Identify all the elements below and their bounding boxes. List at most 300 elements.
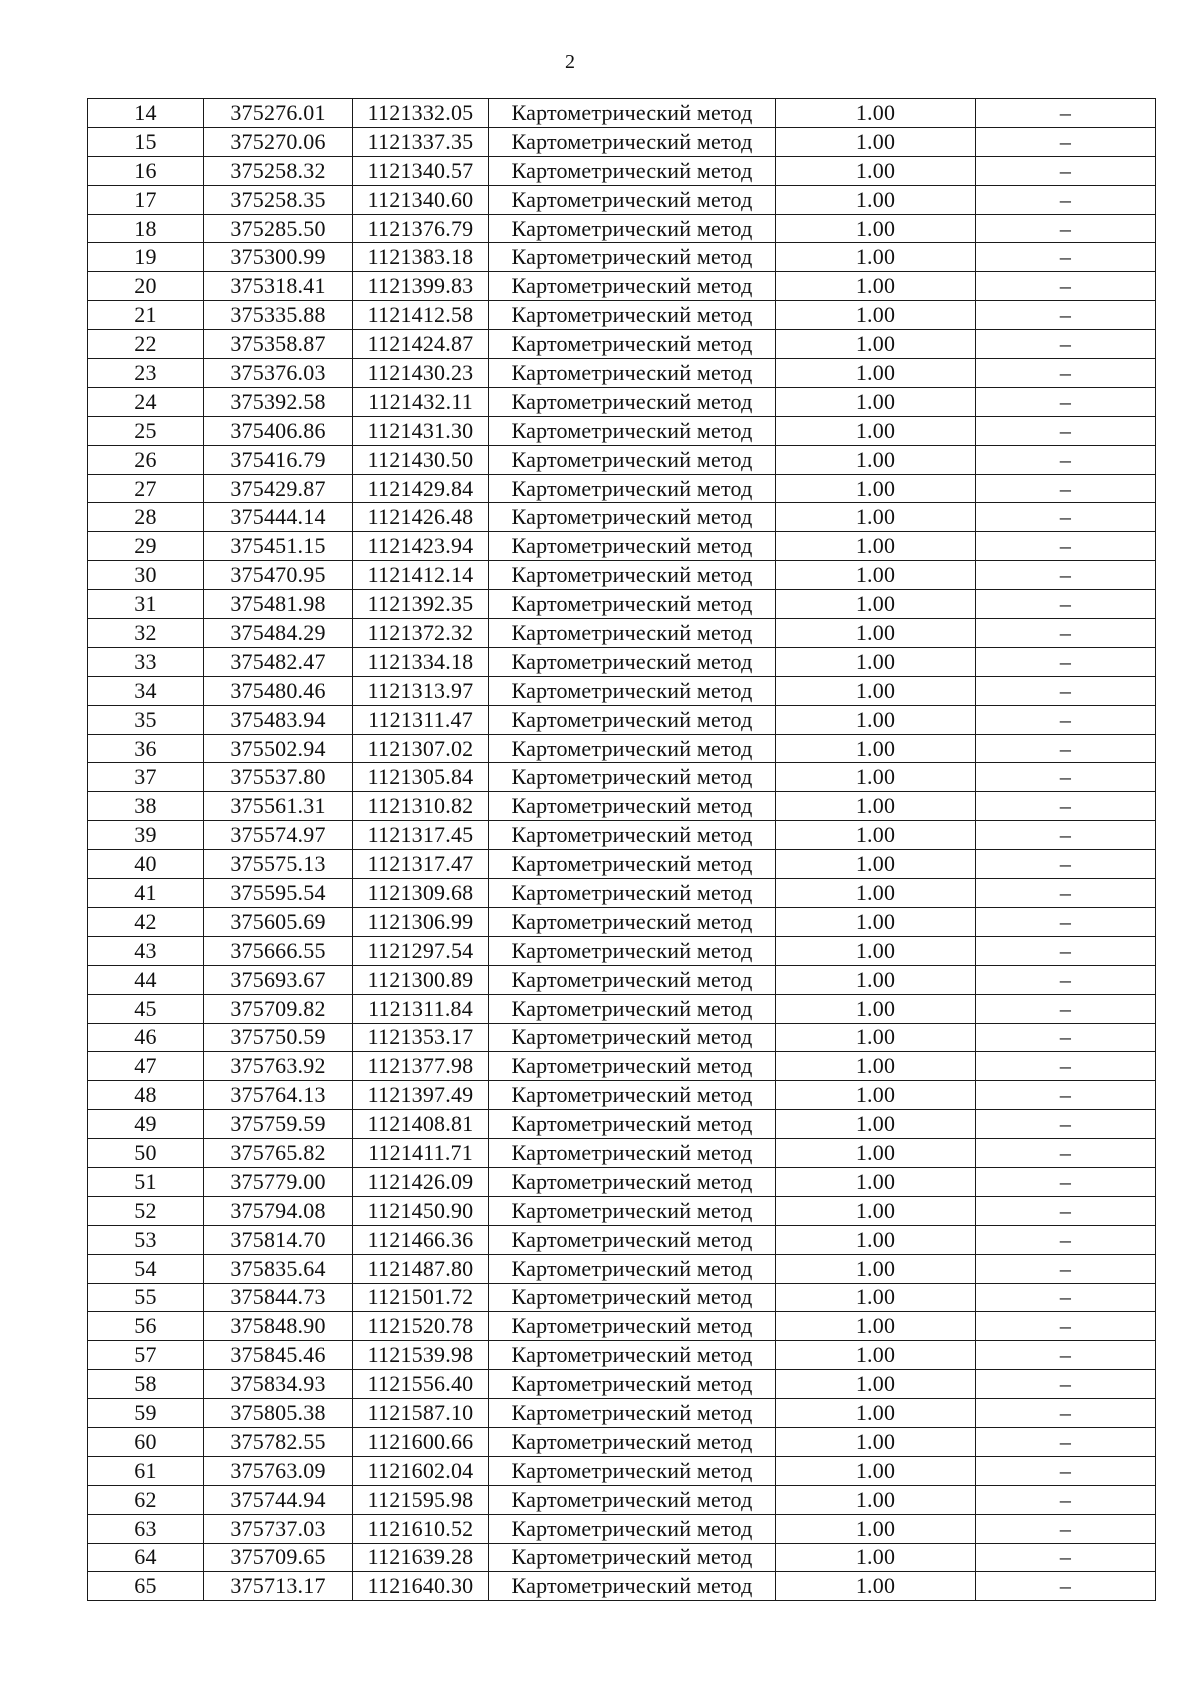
description-cell: – [976, 647, 1156, 676]
y-coordinate-cell: 1121340.57 [353, 156, 489, 185]
accuracy-cell: 1.00 [776, 185, 976, 214]
description-cell: – [976, 1023, 1156, 1052]
table-row [88, 1052, 1156, 1081]
accuracy-cell: 1.00 [776, 850, 976, 879]
y-coordinate-cell: 1121600.66 [353, 1427, 489, 1456]
table-row [88, 1254, 1156, 1283]
x-coordinate-cell: 375779.00 [204, 1167, 353, 1196]
x-coordinate-cell: 375794.08 [204, 1196, 353, 1225]
table-row [88, 1110, 1156, 1139]
description-cell: – [976, 965, 1156, 994]
table-row [88, 1225, 1156, 1254]
description-cell: – [976, 243, 1156, 272]
x-coordinate-cell: 375805.38 [204, 1399, 353, 1428]
y-coordinate-cell: 1121311.47 [353, 705, 489, 734]
method-cell: Картометрический метод [489, 792, 776, 821]
point-number-cell: 61 [88, 1456, 204, 1485]
description-cell: – [976, 705, 1156, 734]
description-cell: – [976, 1572, 1156, 1601]
table-row [88, 994, 1156, 1023]
y-coordinate-cell: 1121556.40 [353, 1370, 489, 1399]
y-coordinate-cell: 1121317.47 [353, 850, 489, 879]
point-number-cell: 40 [88, 850, 204, 879]
description-cell: – [976, 272, 1156, 301]
method-cell: Картометрический метод [489, 1427, 776, 1456]
description-cell: – [976, 879, 1156, 908]
table-row [88, 792, 1156, 821]
table-row [88, 301, 1156, 330]
table-row [88, 185, 1156, 214]
x-coordinate-cell: 375470.95 [204, 561, 353, 590]
method-cell: Картометрический метод [489, 1543, 776, 1572]
accuracy-cell: 1.00 [776, 965, 976, 994]
point-number-cell: 65 [88, 1572, 204, 1601]
y-coordinate-cell: 1121313.97 [353, 676, 489, 705]
accuracy-cell: 1.00 [776, 821, 976, 850]
table-row [88, 1139, 1156, 1168]
coordinates-table [87, 98, 1156, 1601]
accuracy-cell: 1.00 [776, 1427, 976, 1456]
y-coordinate-cell: 1121340.60 [353, 185, 489, 214]
point-number-cell: 57 [88, 1341, 204, 1370]
y-coordinate-cell: 1121429.84 [353, 474, 489, 503]
method-cell: Картометрический метод [489, 1485, 776, 1514]
x-coordinate-cell: 375318.41 [204, 272, 353, 301]
point-number-cell: 19 [88, 243, 204, 272]
x-coordinate-cell: 375483.94 [204, 705, 353, 734]
description-cell: – [976, 445, 1156, 474]
point-number-cell: 34 [88, 676, 204, 705]
method-cell: Картометрический метод [489, 821, 776, 850]
accuracy-cell: 1.00 [776, 387, 976, 416]
description-cell: – [976, 127, 1156, 156]
point-number-cell: 23 [88, 359, 204, 388]
x-coordinate-cell: 375258.35 [204, 185, 353, 214]
y-coordinate-cell: 1121639.28 [353, 1543, 489, 1572]
x-coordinate-cell: 375844.73 [204, 1283, 353, 1312]
accuracy-cell: 1.00 [776, 1196, 976, 1225]
table-row [88, 821, 1156, 850]
accuracy-cell: 1.00 [776, 936, 976, 965]
accuracy-cell: 1.00 [776, 474, 976, 503]
x-coordinate-cell: 375376.03 [204, 359, 353, 388]
accuracy-cell: 1.00 [776, 1370, 976, 1399]
accuracy-cell: 1.00 [776, 561, 976, 590]
description-cell: – [976, 1514, 1156, 1543]
accuracy-cell: 1.00 [776, 994, 976, 1023]
x-coordinate-cell: 375416.79 [204, 445, 353, 474]
point-number-cell: 60 [88, 1427, 204, 1456]
point-number-cell: 32 [88, 619, 204, 648]
method-cell: Картометрический метод [489, 1399, 776, 1428]
table-row [88, 1081, 1156, 1110]
x-coordinate-cell: 375561.31 [204, 792, 353, 821]
x-coordinate-cell: 375782.55 [204, 1427, 353, 1456]
point-number-cell: 28 [88, 503, 204, 532]
table-row [88, 763, 1156, 792]
description-cell: – [976, 1283, 1156, 1312]
accuracy-cell: 1.00 [776, 330, 976, 359]
y-coordinate-cell: 1121431.30 [353, 416, 489, 445]
description-cell: – [976, 994, 1156, 1023]
y-coordinate-cell: 1121450.90 [353, 1196, 489, 1225]
method-cell: Картометрический метод [489, 243, 776, 272]
x-coordinate-cell: 375709.82 [204, 994, 353, 1023]
description-cell: – [976, 1485, 1156, 1514]
accuracy-cell: 1.00 [776, 243, 976, 272]
method-cell: Картометрический метод [489, 1370, 776, 1399]
description-cell: – [976, 1456, 1156, 1485]
method-cell: Картометрический метод [489, 156, 776, 185]
method-cell: Картометрический метод [489, 1023, 776, 1052]
y-coordinate-cell: 1121392.35 [353, 590, 489, 619]
point-number-cell: 29 [88, 532, 204, 561]
description-cell: – [976, 359, 1156, 388]
y-coordinate-cell: 1121353.17 [353, 1023, 489, 1052]
description-cell: – [976, 763, 1156, 792]
table-row [88, 330, 1156, 359]
accuracy-cell: 1.00 [776, 416, 976, 445]
table-row [88, 705, 1156, 734]
description-cell: – [976, 590, 1156, 619]
description-cell: – [976, 734, 1156, 763]
description-cell: – [976, 474, 1156, 503]
table-row [88, 850, 1156, 879]
point-number-cell: 51 [88, 1167, 204, 1196]
x-coordinate-cell: 375451.15 [204, 532, 353, 561]
description-cell: – [976, 1225, 1156, 1254]
point-number-cell: 42 [88, 907, 204, 936]
x-coordinate-cell: 375444.14 [204, 503, 353, 532]
y-coordinate-cell: 1121372.32 [353, 619, 489, 648]
point-number-cell: 24 [88, 387, 204, 416]
y-coordinate-cell: 1121377.98 [353, 1052, 489, 1081]
point-number-cell: 59 [88, 1399, 204, 1428]
x-coordinate-cell: 375713.17 [204, 1572, 353, 1601]
x-coordinate-cell: 375834.93 [204, 1370, 353, 1399]
method-cell: Картометрический метод [489, 1052, 776, 1081]
x-coordinate-cell: 375358.87 [204, 330, 353, 359]
point-number-cell: 63 [88, 1514, 204, 1543]
x-coordinate-cell: 375764.13 [204, 1081, 353, 1110]
method-cell: Картометрический метод [489, 359, 776, 388]
method-cell: Картометрический метод [489, 1341, 776, 1370]
method-cell: Картометрический метод [489, 1081, 776, 1110]
method-cell: Картометрический метод [489, 445, 776, 474]
description-cell: – [976, 330, 1156, 359]
table-row [88, 1456, 1156, 1485]
point-number-cell: 20 [88, 272, 204, 301]
accuracy-cell: 1.00 [776, 734, 976, 763]
y-coordinate-cell: 1121587.10 [353, 1399, 489, 1428]
description-cell: – [976, 1167, 1156, 1196]
y-coordinate-cell: 1121426.48 [353, 503, 489, 532]
method-cell: Картометрический метод [489, 965, 776, 994]
x-coordinate-cell: 375750.59 [204, 1023, 353, 1052]
y-coordinate-cell: 1121640.30 [353, 1572, 489, 1601]
method-cell: Картометрический метод [489, 330, 776, 359]
y-coordinate-cell: 1121376.79 [353, 214, 489, 243]
point-number-cell: 44 [88, 965, 204, 994]
point-number-cell: 27 [88, 474, 204, 503]
description-cell: – [976, 1110, 1156, 1139]
point-number-cell: 39 [88, 821, 204, 850]
accuracy-cell: 1.00 [776, 879, 976, 908]
table-row [88, 156, 1156, 185]
description-cell: – [976, 416, 1156, 445]
description-cell: – [976, 907, 1156, 936]
point-number-cell: 15 [88, 127, 204, 156]
y-coordinate-cell: 1121307.02 [353, 734, 489, 763]
method-cell: Картометрический метод [489, 590, 776, 619]
table-row [88, 532, 1156, 561]
description-cell: – [976, 503, 1156, 532]
table-row [88, 561, 1156, 590]
accuracy-cell: 1.00 [776, 127, 976, 156]
x-coordinate-cell: 375406.86 [204, 416, 353, 445]
accuracy-cell: 1.00 [776, 1139, 976, 1168]
x-coordinate-cell: 375744.94 [204, 1485, 353, 1514]
y-coordinate-cell: 1121432.11 [353, 387, 489, 416]
method-cell: Картометрический метод [489, 387, 776, 416]
x-coordinate-cell: 375537.80 [204, 763, 353, 792]
x-coordinate-cell: 375429.87 [204, 474, 353, 503]
y-coordinate-cell: 1121310.82 [353, 792, 489, 821]
accuracy-cell: 1.00 [776, 301, 976, 330]
point-number-cell: 37 [88, 763, 204, 792]
description-cell: – [976, 1254, 1156, 1283]
y-coordinate-cell: 1121334.18 [353, 647, 489, 676]
table-row [88, 1427, 1156, 1456]
table-row [88, 359, 1156, 388]
point-number-cell: 31 [88, 590, 204, 619]
description-cell: – [976, 301, 1156, 330]
description-cell: – [976, 1399, 1156, 1428]
accuracy-cell: 1.00 [776, 156, 976, 185]
table-row [88, 1341, 1156, 1370]
table-row [88, 99, 1156, 128]
x-coordinate-cell: 375595.54 [204, 879, 353, 908]
page-number: 2 [565, 51, 575, 73]
method-cell: Картометрический метод [489, 301, 776, 330]
table-row [88, 1196, 1156, 1225]
y-coordinate-cell: 1121399.83 [353, 272, 489, 301]
point-number-cell: 18 [88, 214, 204, 243]
description-cell: – [976, 561, 1156, 590]
point-number-cell: 17 [88, 185, 204, 214]
x-coordinate-cell: 375392.58 [204, 387, 353, 416]
method-cell: Картометрический метод [489, 1514, 776, 1543]
x-coordinate-cell: 375575.13 [204, 850, 353, 879]
point-number-cell: 35 [88, 705, 204, 734]
description-cell: – [976, 619, 1156, 648]
accuracy-cell: 1.00 [776, 503, 976, 532]
method-cell: Картометрический метод [489, 879, 776, 908]
table-row [88, 879, 1156, 908]
table-row [88, 1543, 1156, 1572]
description-cell: – [976, 936, 1156, 965]
method-cell: Картометрический метод [489, 1572, 776, 1601]
table-row [88, 1312, 1156, 1341]
y-coordinate-cell: 1121430.50 [353, 445, 489, 474]
point-number-cell: 50 [88, 1139, 204, 1168]
point-number-cell: 41 [88, 879, 204, 908]
method-cell: Картометрический метод [489, 1254, 776, 1283]
table-row [88, 965, 1156, 994]
point-number-cell: 48 [88, 1081, 204, 1110]
accuracy-cell: 1.00 [776, 359, 976, 388]
accuracy-cell: 1.00 [776, 1110, 976, 1139]
y-coordinate-cell: 1121408.81 [353, 1110, 489, 1139]
accuracy-cell: 1.00 [776, 676, 976, 705]
x-coordinate-cell: 375737.03 [204, 1514, 353, 1543]
y-coordinate-cell: 1121487.80 [353, 1254, 489, 1283]
point-number-cell: 47 [88, 1052, 204, 1081]
table-row [88, 1514, 1156, 1543]
y-coordinate-cell: 1121430.23 [353, 359, 489, 388]
y-coordinate-cell: 1121306.99 [353, 907, 489, 936]
table-row [88, 127, 1156, 156]
description-cell: – [976, 821, 1156, 850]
x-coordinate-cell: 375480.46 [204, 676, 353, 705]
point-number-cell: 49 [88, 1110, 204, 1139]
point-number-cell: 38 [88, 792, 204, 821]
point-number-cell: 43 [88, 936, 204, 965]
accuracy-cell: 1.00 [776, 1514, 976, 1543]
point-number-cell: 21 [88, 301, 204, 330]
method-cell: Картометрический метод [489, 647, 776, 676]
method-cell: Картометрический метод [489, 1196, 776, 1225]
table-row [88, 676, 1156, 705]
x-coordinate-cell: 375484.29 [204, 619, 353, 648]
accuracy-cell: 1.00 [776, 1254, 976, 1283]
table-row [88, 1167, 1156, 1196]
point-number-cell: 64 [88, 1543, 204, 1572]
accuracy-cell: 1.00 [776, 590, 976, 619]
point-number-cell: 53 [88, 1225, 204, 1254]
point-number-cell: 55 [88, 1283, 204, 1312]
accuracy-cell: 1.00 [776, 792, 976, 821]
y-coordinate-cell: 1121309.68 [353, 879, 489, 908]
x-coordinate-cell: 375814.70 [204, 1225, 353, 1254]
y-coordinate-cell: 1121610.52 [353, 1514, 489, 1543]
table-row [88, 387, 1156, 416]
method-cell: Картометрический метод [489, 185, 776, 214]
description-cell: – [976, 1312, 1156, 1341]
description-cell: – [976, 185, 1156, 214]
table-row [88, 1023, 1156, 1052]
method-cell: Картометрический метод [489, 1139, 776, 1168]
method-cell: Картометрический метод [489, 532, 776, 561]
method-cell: Картометрический метод [489, 272, 776, 301]
method-cell: Картометрический метод [489, 99, 776, 128]
y-coordinate-cell: 1121300.89 [353, 965, 489, 994]
point-number-cell: 25 [88, 416, 204, 445]
x-coordinate-cell: 375848.90 [204, 1312, 353, 1341]
method-cell: Картометрический метод [489, 127, 776, 156]
point-number-cell: 22 [88, 330, 204, 359]
accuracy-cell: 1.00 [776, 647, 976, 676]
method-cell: Картометрический метод [489, 1312, 776, 1341]
accuracy-cell: 1.00 [776, 272, 976, 301]
method-cell: Картометрический метод [489, 994, 776, 1023]
method-cell: Картометрический метод [489, 561, 776, 590]
accuracy-cell: 1.00 [776, 1167, 976, 1196]
accuracy-cell: 1.00 [776, 1341, 976, 1370]
method-cell: Картометрический метод [489, 214, 776, 243]
y-coordinate-cell: 1121539.98 [353, 1341, 489, 1370]
table-row [88, 1283, 1156, 1312]
table-row [88, 416, 1156, 445]
x-coordinate-cell: 375285.50 [204, 214, 353, 243]
table-row [88, 474, 1156, 503]
coordinates-table-body [88, 99, 1156, 1601]
method-cell: Картометрический метод [489, 1456, 776, 1485]
method-cell: Картометрический метод [489, 1110, 776, 1139]
x-coordinate-cell: 375759.59 [204, 1110, 353, 1139]
accuracy-cell: 1.00 [776, 907, 976, 936]
method-cell: Картометрический метод [489, 705, 776, 734]
description-cell: – [976, 1052, 1156, 1081]
y-coordinate-cell: 1121397.49 [353, 1081, 489, 1110]
x-coordinate-cell: 375845.46 [204, 1341, 353, 1370]
accuracy-cell: 1.00 [776, 532, 976, 561]
table-row [88, 1370, 1156, 1399]
x-coordinate-cell: 375605.69 [204, 907, 353, 936]
description-cell: – [976, 1543, 1156, 1572]
y-coordinate-cell: 1121595.98 [353, 1485, 489, 1514]
description-cell: – [976, 156, 1156, 185]
description-cell: – [976, 1427, 1156, 1456]
accuracy-cell: 1.00 [776, 445, 976, 474]
method-cell: Картометрический метод [489, 907, 776, 936]
accuracy-cell: 1.00 [776, 99, 976, 128]
y-coordinate-cell: 1121466.36 [353, 1225, 489, 1254]
accuracy-cell: 1.00 [776, 1023, 976, 1052]
description-cell: – [976, 214, 1156, 243]
point-number-cell: 26 [88, 445, 204, 474]
x-coordinate-cell: 375693.67 [204, 965, 353, 994]
point-number-cell: 30 [88, 561, 204, 590]
description-cell: – [976, 532, 1156, 561]
accuracy-cell: 1.00 [776, 1456, 976, 1485]
y-coordinate-cell: 1121602.04 [353, 1456, 489, 1485]
description-cell: – [976, 1196, 1156, 1225]
table-row [88, 647, 1156, 676]
x-coordinate-cell: 375482.47 [204, 647, 353, 676]
x-coordinate-cell: 375300.99 [204, 243, 353, 272]
y-coordinate-cell: 1121311.84 [353, 994, 489, 1023]
table-row [88, 590, 1156, 619]
point-number-cell: 62 [88, 1485, 204, 1514]
point-number-cell: 33 [88, 647, 204, 676]
table-row [88, 1485, 1156, 1514]
x-coordinate-cell: 375574.97 [204, 821, 353, 850]
description-cell: – [976, 850, 1156, 879]
accuracy-cell: 1.00 [776, 1225, 976, 1254]
accuracy-cell: 1.00 [776, 1572, 976, 1601]
y-coordinate-cell: 1121317.45 [353, 821, 489, 850]
accuracy-cell: 1.00 [776, 214, 976, 243]
point-number-cell: 54 [88, 1254, 204, 1283]
accuracy-cell: 1.00 [776, 1543, 976, 1572]
y-coordinate-cell: 1121297.54 [353, 936, 489, 965]
y-coordinate-cell: 1121332.05 [353, 99, 489, 128]
y-coordinate-cell: 1121412.14 [353, 561, 489, 590]
accuracy-cell: 1.00 [776, 1081, 976, 1110]
y-coordinate-cell: 1121520.78 [353, 1312, 489, 1341]
table-row [88, 907, 1156, 936]
